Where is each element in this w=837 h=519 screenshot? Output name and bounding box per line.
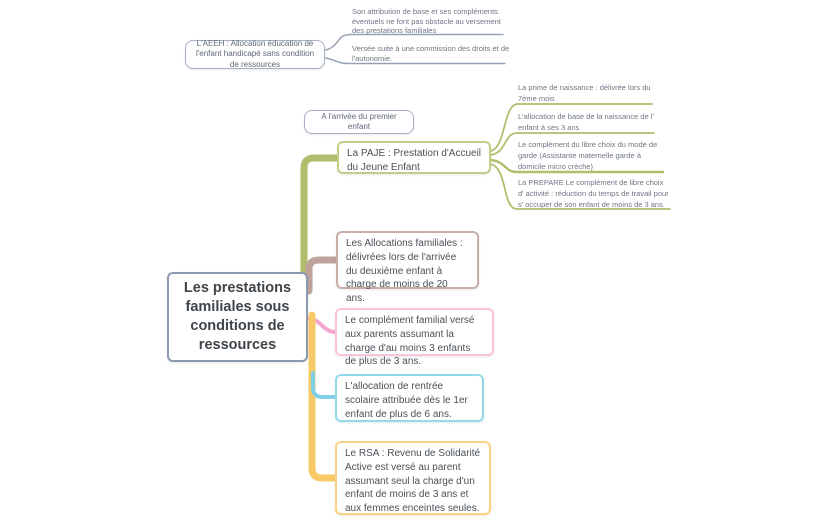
- branch-rentree-scolaire[interactable]: L'allocation de rentrée scolaire attribuée dès le 1er enfant de plus de 6 ans.: [335, 374, 484, 422]
- aeeh-child-attribution[interactable]: Son attribution de base et ses compléments éventuels ne font pas obstacle au versement des prestations familiales: [352, 7, 501, 35]
- branch-rsa[interactable]: Le RSA : Revenu de Solidarité Active est versé au parent assumant seul la charge d'un enfant de moins de 3 ans et aux femmes enceintes seules.: [335, 441, 491, 515]
- paje-child-libre-choix-garde[interactable]: Le complément du libre choix du mode de garde (Assistante maternelle garde à domicile micro crèche): [518, 140, 658, 171]
- trunk-allocations: [309, 260, 335, 291]
- paje-child-prime-naissance[interactable]: La prime de naissance : délivrée lors du 7ème mois: [518, 83, 651, 103]
- aeeh-child-commission[interactable]: Versée suite à une commission des droits et de l'autonomie.: [352, 44, 510, 63]
- trunk-rentree: [313, 373, 334, 397]
- branch-allocations-familiales[interactable]: Les Allocations familiales : délivrées lors de l'arrivée du deuxième enfant à charge de moins de 20 ans.: [336, 231, 479, 289]
- paje-child-prepare[interactable]: La PREPARE Le complément de libre choix d' activité : réduction du temps de travail pour s' occuper de son enfant de moins de 3 ans.: [518, 178, 669, 209]
- root-topic[interactable]: Les prestations familiales sous conditions de ressources: [167, 272, 308, 362]
- paje-child-allocation-base[interactable]: L'allocation de base de la naissance de l' enfant à ses 3 ans: [518, 112, 654, 132]
- aeeh-node[interactable]: L'AEEH : Allocation éducation de l'enfant handicapé sans condition de ressources: [185, 40, 325, 69]
- branch-paje[interactable]: La PAJE : Prestation d'Accueil du Jeune Enfant: [337, 141, 491, 174]
- arrivee-note-node[interactable]: A l'arrivée du premier enfant: [304, 110, 414, 134]
- branch-complement-familial[interactable]: Le complément familial versé aux parents assumant la charge d'au moins 3 enfants de plus de 3 ans.: [335, 308, 494, 356]
